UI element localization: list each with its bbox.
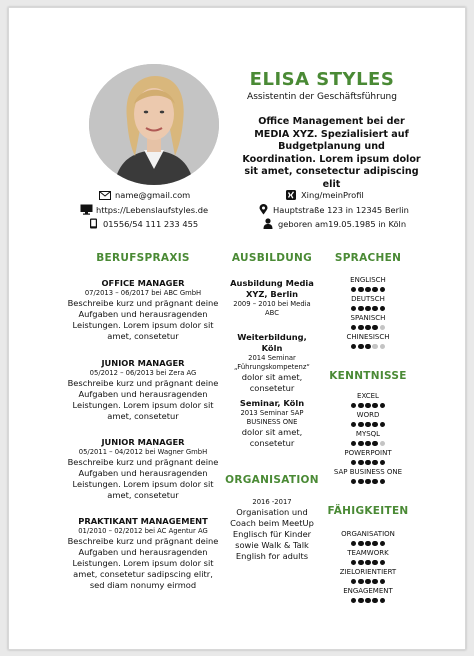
skill-label: WORD xyxy=(356,411,380,419)
person-name: ELISA STYLES xyxy=(249,69,395,90)
skill-rating xyxy=(327,401,409,410)
skill-rating xyxy=(327,558,409,567)
skill-label: ENGLISCH xyxy=(350,276,386,284)
rating-dot-filled xyxy=(358,479,364,485)
section-title-organisation: ORGANISATION xyxy=(225,474,319,486)
rating-dot-empty xyxy=(380,344,386,350)
rating-dot-filled xyxy=(358,441,364,447)
rating-dot-filled xyxy=(351,325,357,331)
job-description: Beschreibe kurz und prägnant deine Aufgaben und herausragenden Leistungen. Lorem ipsum dolor sit amet, consetetur xyxy=(67,378,219,421)
rating-dot-filled xyxy=(365,441,371,447)
section-title-kenntnisse: KENNTNISSE xyxy=(329,370,407,382)
rating-dot-filled xyxy=(351,479,357,485)
skill-label: POWERPOINT xyxy=(344,449,392,457)
rating-dot-filled xyxy=(358,579,364,585)
cv-page xyxy=(8,7,466,650)
job-description: Beschreibe kurz und prägnant deine Aufgaben und herausragenden Leistungen. Lorem ipsum dolor sit amet, consetetur xyxy=(67,298,219,341)
education-title: Seminar, Köln xyxy=(239,398,305,408)
section-title-ausbildung: AUSBILDUNG xyxy=(231,252,313,264)
job-meta: 05/2012 – 06/2013 bei Zera AG xyxy=(89,369,197,377)
rating-dot-filled xyxy=(372,422,378,428)
rating-dot-filled xyxy=(351,306,357,312)
contact-birth xyxy=(261,218,406,229)
skill-rating xyxy=(327,577,409,586)
rating-dot-filled xyxy=(358,306,364,312)
education-meta: 2009 – 2010 bei Media ABC xyxy=(233,300,311,317)
job-role: JUNIOR MANAGER xyxy=(101,358,185,368)
rating-dot-filled xyxy=(365,541,371,547)
rating-dot-filled xyxy=(365,403,371,409)
organisation-meta: 2016 -2017 xyxy=(252,498,292,506)
education-meta: 2014 Seminar „Führungskompetenz“ xyxy=(234,354,310,371)
rating-dot-filled xyxy=(380,306,386,312)
rating-dot-filled xyxy=(358,344,364,350)
rating-dot-filled xyxy=(365,579,371,585)
rating-dot-empty xyxy=(380,441,386,447)
skill-rating xyxy=(327,458,409,467)
skill-label: ORGANISATION xyxy=(341,530,395,538)
rating-dot-filled xyxy=(372,441,378,447)
rating-dot-filled xyxy=(365,479,371,485)
abilities-list xyxy=(327,529,409,605)
rating-dot-filled xyxy=(380,598,386,604)
email-text: name@gmail.com xyxy=(115,190,191,200)
rating-dot-filled xyxy=(372,306,378,312)
rating-dot-filled xyxy=(358,560,364,566)
skill-item xyxy=(327,392,409,410)
job-role: JUNIOR MANAGER xyxy=(101,437,185,447)
job-entry xyxy=(67,516,219,591)
skill-rating xyxy=(327,285,409,294)
website-text: https://Lebenslaufstyles.de xyxy=(96,204,209,215)
rating-dot-filled xyxy=(358,422,364,428)
contact-email[interactable] xyxy=(98,190,190,200)
skill-label: ZIELORIENTIERT xyxy=(339,568,397,576)
rating-dot-filled xyxy=(380,287,386,293)
rating-dot-filled xyxy=(365,598,371,604)
rating-dot-filled xyxy=(380,579,386,585)
rating-dot-empty xyxy=(372,344,378,350)
job-role: OFFICE MANAGER xyxy=(101,278,185,288)
education-title: Ausbildung Media XYZ, Berlin xyxy=(230,278,314,299)
rating-dot-filled xyxy=(372,479,378,485)
rating-dot-filled xyxy=(372,598,378,604)
rating-dot-filled xyxy=(372,287,378,293)
rating-dot-filled xyxy=(365,306,371,312)
rating-dot-filled xyxy=(372,403,378,409)
organisation-description: Organisation und Coach beim MeetUp Englisch für Kinder sowie Walk & Talk English for adults xyxy=(230,507,314,561)
rating-dot-filled xyxy=(380,422,386,428)
skill-item xyxy=(327,411,409,429)
rating-dot-filled xyxy=(358,403,364,409)
section-title-sprachen: SPRACHEN xyxy=(334,252,402,264)
profile-photo xyxy=(89,64,219,185)
rating-dot-filled xyxy=(351,598,357,604)
rating-dot-filled xyxy=(351,560,357,566)
skill-item xyxy=(327,468,409,486)
skill-label: DEUTSCH xyxy=(351,295,385,303)
rating-dot-filled xyxy=(351,460,357,466)
monitor-icon xyxy=(79,204,93,215)
rating-dot-filled xyxy=(358,541,364,547)
rating-dot-filled xyxy=(380,560,386,566)
skill-rating xyxy=(327,323,409,332)
rating-dot-filled xyxy=(380,541,386,547)
xing-text: Xing/meinProfil xyxy=(301,190,364,200)
rating-dot-filled xyxy=(365,460,371,466)
education-entry xyxy=(230,278,314,318)
rating-dot-filled xyxy=(358,598,364,604)
rating-dot-filled xyxy=(365,422,371,428)
rating-dot-filled xyxy=(372,325,378,331)
rating-dot-filled xyxy=(358,287,364,293)
knowledge-list xyxy=(327,391,409,486)
contact-phone[interactable] xyxy=(86,218,198,229)
rating-dot-filled xyxy=(358,460,364,466)
job-entry xyxy=(67,437,219,501)
job-description: Beschreibe kurz und prägnant deine Aufgaben und herausragenden Leistungen. Lorem ipsum dolor sit amet, consetetur xyxy=(67,457,219,500)
education-title: Weiterbildung, Köln xyxy=(237,332,307,353)
skill-item xyxy=(327,568,409,586)
rating-dot-filled xyxy=(365,325,371,331)
skill-item xyxy=(327,333,409,351)
skill-rating xyxy=(327,539,409,548)
rating-dot-filled xyxy=(372,560,378,566)
job-title: Assistentin der Geschäftsführung xyxy=(247,92,397,102)
skill-label: MYSQL xyxy=(355,430,381,438)
education-entry xyxy=(230,332,314,394)
job-meta: 07/2013 – 06/2017 bei ABC GmbH xyxy=(84,289,202,297)
portrait-illustration xyxy=(89,64,219,185)
rating-dot-filled xyxy=(380,479,386,485)
skill-rating xyxy=(327,342,409,351)
rating-dot-filled xyxy=(351,422,357,428)
rating-dot-filled xyxy=(351,441,357,447)
skill-rating xyxy=(327,304,409,313)
contact-website[interactable] xyxy=(79,204,208,215)
rating-dot-filled xyxy=(351,287,357,293)
skill-item xyxy=(327,276,409,294)
job-entry xyxy=(67,358,219,422)
skill-rating xyxy=(327,420,409,429)
contact-address xyxy=(256,204,409,215)
rating-dot-filled xyxy=(372,579,378,585)
job-description: Beschreibe kurz und prägnant deine Aufgaben und herausragenden Leistungen. Lorem ipsum dolor sit amet, consetetur sadipscing elitr, sed diam nonumy eirmod xyxy=(67,536,219,590)
skill-rating xyxy=(327,596,409,605)
location-pin-icon xyxy=(256,204,270,215)
skill-item xyxy=(327,587,409,605)
job-role: PRAKTIKANT MANAGEMENT xyxy=(78,516,208,526)
skill-item xyxy=(327,430,409,448)
skill-label: TEAMWORK xyxy=(347,549,389,557)
address-text: Hauptstraße 123 in 12345 Berlin xyxy=(273,204,409,215)
organisation-entry xyxy=(230,498,314,562)
skill-label: CHINESISCH xyxy=(346,333,390,341)
skill-label: SPANISCH xyxy=(350,314,386,322)
intro-text: Office Management bei der MEDIA XYZ. Spezialisiert auf Budgetplanung und Koordination. Lorem ipsum dolor sit amet, consetectur adipiscing elit xyxy=(242,116,421,190)
rating-dot-filled xyxy=(351,344,357,350)
skill-item xyxy=(327,449,409,467)
skill-label: SAP BUSINESS ONE xyxy=(333,468,403,476)
job-entry xyxy=(67,278,219,342)
skill-rating xyxy=(327,439,409,448)
job-meta: 01/2010 – 02/2012 bei AC Agentur AG xyxy=(78,527,208,535)
rating-dot-filled xyxy=(365,344,371,350)
rating-dot-filled xyxy=(372,460,378,466)
skill-label: EXCEL xyxy=(357,392,379,400)
rating-dot-filled xyxy=(365,560,371,566)
section-title-faehigkeiten: FÄHIGKEITEN xyxy=(327,505,409,517)
rating-dot-empty xyxy=(380,325,386,331)
skill-label: ENGAGEMENT xyxy=(343,587,393,595)
rating-dot-filled xyxy=(351,541,357,547)
education-entry xyxy=(230,398,314,449)
education-description: dolor sit amet, consetetur xyxy=(241,427,303,448)
contact-xing[interactable] xyxy=(284,190,364,200)
rating-dot-filled xyxy=(380,403,386,409)
skill-item xyxy=(327,549,409,567)
skill-rating xyxy=(327,477,409,486)
birth-text: geboren am19.05.1985 in Köln xyxy=(278,218,407,229)
skill-item xyxy=(327,314,409,332)
job-meta: 05/2011 – 04/2012 bei Wagner GmbH xyxy=(78,448,208,456)
rating-dot-filled xyxy=(372,541,378,547)
rating-dot-filled xyxy=(380,460,386,466)
rating-dot-filled xyxy=(351,579,357,585)
languages-list xyxy=(327,275,409,351)
phone-text: 01556/54 111 233 455 xyxy=(103,218,199,229)
envelope-icon xyxy=(98,191,112,200)
education-description: dolor sit amet, consetetur xyxy=(241,372,303,393)
skill-item xyxy=(327,295,409,313)
rating-dot-filled xyxy=(351,403,357,409)
section-title-berufspraxis: BERUFSPRAXIS xyxy=(96,252,190,264)
person-icon xyxy=(261,218,275,229)
skill-item xyxy=(327,530,409,548)
rating-dot-filled xyxy=(365,287,371,293)
xing-icon xyxy=(284,190,298,200)
education-meta: 2013 Seminar SAP BUSINESS ONE xyxy=(240,409,304,426)
phone-icon xyxy=(86,218,100,229)
rating-dot-filled xyxy=(358,325,364,331)
